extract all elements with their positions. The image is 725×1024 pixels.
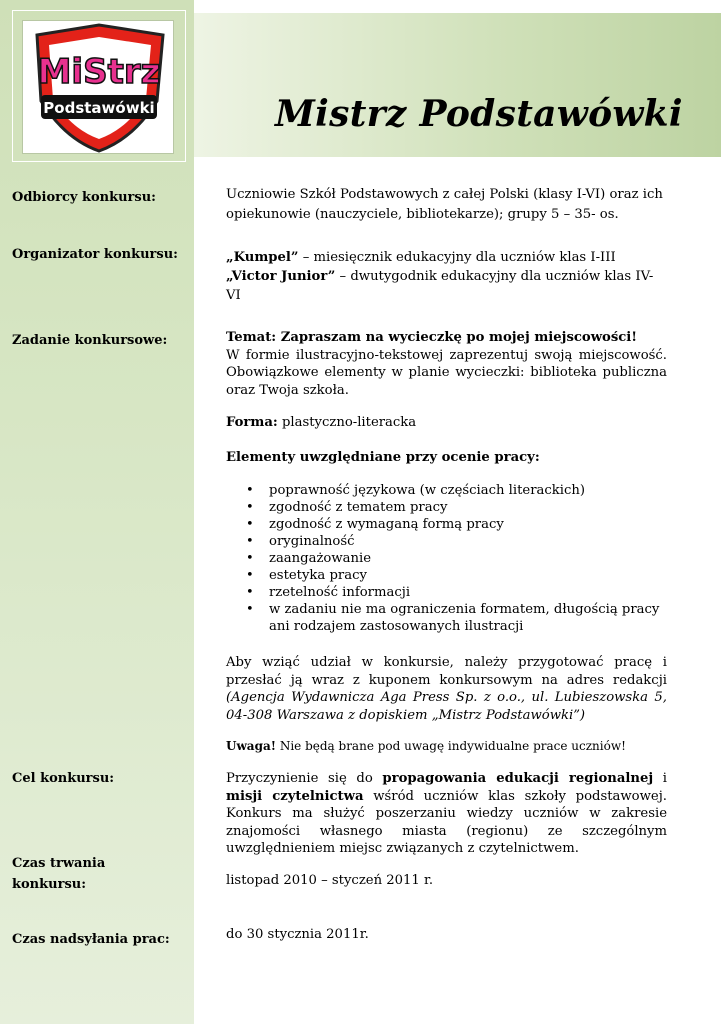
- criteria-item: • zgodność z tematem pracy: [246, 500, 448, 515]
- zadanie-opis: W formie ilustracyjno-tekstowej zaprezentuj swoją miejscowość. Obowiązkowe elementy w planie wycieczki: biblioteka publiczna oraz Twoja szkoła.: [226, 347, 667, 398]
- kumpel-desc: – miesięcznik edukacyjny dla uczniów klas I-III: [298, 250, 616, 265]
- zadanie-temat: Temat: Zapraszam na wycieczkę po mojej miejscowości!: [226, 330, 638, 345]
- label-zadanie: Zadanie konkursowe:: [12, 333, 168, 348]
- label-czas-nadsylania: Czas nadsyłania prac:: [12, 932, 170, 947]
- forma-value: plastyczno-literacka: [277, 415, 417, 430]
- criteria-item: • estetyka pracy: [246, 568, 367, 583]
- label-cel: Cel konkursu:: [12, 771, 115, 786]
- victor-desc: – dwutygodnik edukacyjny dla uczniów klas IV-VI: [226, 269, 654, 303]
- criteria-item: • zgodność z wymaganą formą pracy: [246, 517, 504, 532]
- czas-trwania-value: listopad 2010 – styczeń 2011 r.: [226, 873, 434, 888]
- label-czas-trwania: Czas trwania konkursu:: [12, 856, 106, 892]
- udzial-paragraph: [226, 654, 667, 724]
- label-odbiorcy: Odbiorcy konkursu:: [12, 190, 156, 205]
- criteria-item: • zaangażowanie: [246, 551, 372, 566]
- elementy-heading: Elementy uwzględniane przy ocenie pracy:: [226, 450, 540, 465]
- forma-label: Forma:: [226, 415, 278, 430]
- uwaga-line: [226, 738, 667, 756]
- criteria-list: [226, 482, 667, 635]
- criteria-item: • rzetelność informacji: [246, 585, 411, 600]
- cel-part3: wśród uczniów klas szkoły podstawowej. Konkurs ma służyć poszerzaniu wiedzy uczniów w zakresie znajomości własnego miasta (regionu) ze szczególnym uwzględnieniem miejsc związanych z czytelnictwem.: [226, 788, 667, 856]
- criteria-item: • oryginalność: [246, 534, 355, 549]
- zadanie-block: [226, 329, 667, 399]
- cel-bold2: misji czytelnictwa: [226, 788, 364, 804]
- cel-part2: i: [653, 771, 668, 786]
- udzial-adres: (Agencja Wydawnicza Aga Press Sp. z o.o., ul. Lubieszowska 5, 04-308 Warszawa z dopiskiem „Mistrz Podstawówki”): [226, 690, 667, 723]
- odbiorcy-text: Uczniowie Szkół Podstawowych z całej Polski (klasy I-VI) oraz ich opiekunowie (nauczyciele, bibliotekarze); grupy 5 – 35- os.: [226, 187, 663, 222]
- cel-paragraph: [226, 770, 667, 858]
- uwaga-text: Nie będą brane pod uwagę indywidualne prace uczniów!: [276, 739, 626, 753]
- udzial-text: Aby wziąć udział w konkursie, należy przygotować pracę i przesłać ją wraz z kuponem konkursowym na adres redakcji: [226, 655, 667, 688]
- organizator-victor: [226, 267, 667, 305]
- header-band: [194, 13, 721, 157]
- cel-part1: Przyczynienie się do: [226, 771, 383, 786]
- logo: [22, 20, 174, 154]
- logo-text-bottom: Podstawówki: [43, 99, 155, 117]
- cel-bold1: propagowania edukacji regionalnej: [382, 771, 654, 786]
- criteria-list-wrap: [226, 482, 667, 635]
- uwaga-label: Uwaga!: [226, 739, 277, 753]
- forma-line: [226, 414, 667, 432]
- label-organizator: Organizator konkursu:: [12, 247, 178, 262]
- kumpel-name: „Kumpel”: [226, 250, 299, 265]
- logo-text-top: MiStrz: [37, 52, 161, 92]
- czas-nadsylania-value: do 30 stycznia 2011r.: [226, 927, 369, 942]
- organizator-block: [226, 248, 667, 305]
- victor-name: „Victor Junior”: [226, 269, 336, 284]
- organizator-kumpel: [226, 248, 667, 267]
- page-title: Mistrz Podstawówki: [275, 93, 683, 135]
- logo-graphic: [23, 21, 175, 155]
- criteria-item: • w zadaniu nie ma ograniczenia formatem, długością pracy ani rodzajem zastosowanych ilustracji: [246, 602, 660, 634]
- criteria-item: • poprawność językowa (w częściach literackich): [246, 483, 586, 498]
